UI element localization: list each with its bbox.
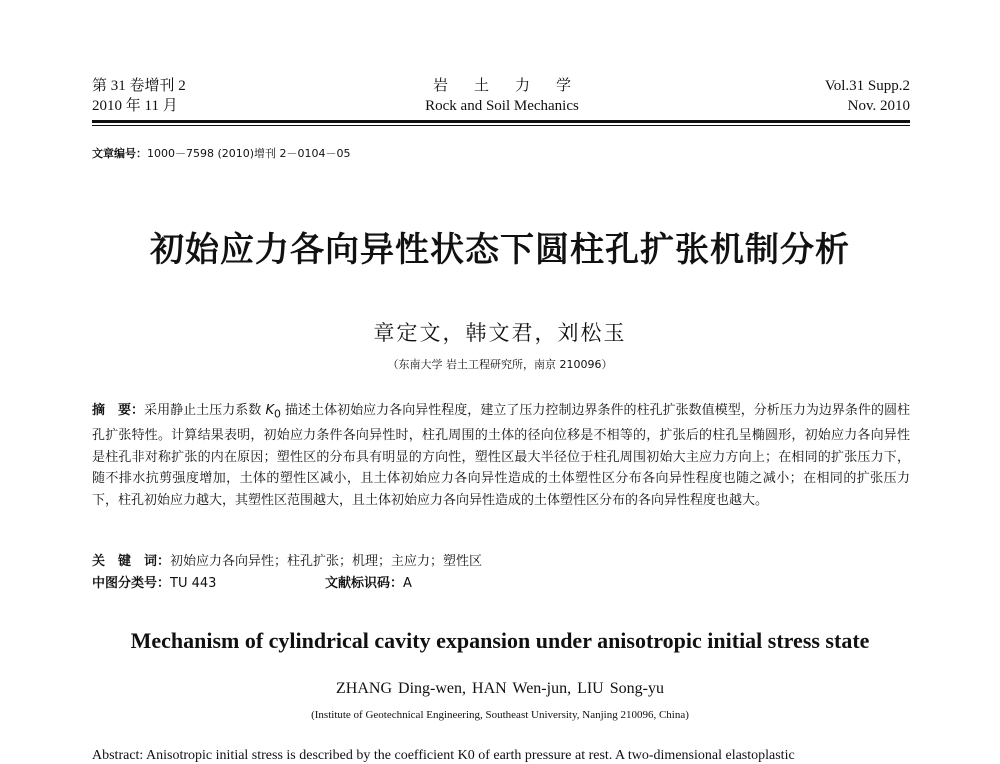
header-issue-info bbox=[92, 76, 186, 116]
keywords-label: 关 键 词： bbox=[92, 554, 171, 569]
abstract-en-cut: Abstract: Anisotropic initial stress is described by the coefficient K0 of earth pressure at rest. A two-dimensional elastoplastic bbox=[92, 748, 795, 763]
article-number bbox=[92, 145, 351, 161]
keywords-value: 初始应力各向异性；柱孔扩张；机理；主应力；塑性区 bbox=[170, 554, 483, 569]
abstract-cn bbox=[92, 400, 910, 512]
document-code-value: A bbox=[403, 576, 412, 591]
authors-en: ZHANG Ding-wen, HAN Wen-jun, LIU Song-yu bbox=[336, 680, 664, 697]
header-volume-en bbox=[825, 76, 910, 116]
classification-line bbox=[92, 572, 412, 591]
paper-title-cn: 初始应力各向异性状态下圆柱孔扩张机制分析 bbox=[150, 230, 850, 270]
document-code-label: 文献标识码： bbox=[325, 576, 404, 591]
classification-label: 中图分类号： bbox=[92, 576, 171, 591]
affiliation-cn: （东南大学 岩土工程研究所，南京 210096） bbox=[387, 358, 613, 371]
header-volume: 第 31 卷增刊 2 bbox=[92, 78, 186, 94]
keywords-cn bbox=[92, 550, 482, 569]
authors-cn: 章定文，韩文君，刘松玉 bbox=[373, 321, 627, 345]
header-date: 2010 年 11 月 bbox=[92, 98, 178, 114]
header-rule-thick bbox=[92, 120, 910, 123]
affiliation-en: (Institute of Geotechnical Engineering, Southeast University, Nanjing 210096, China) bbox=[311, 709, 689, 721]
header-rule-thin bbox=[92, 125, 910, 126]
article-number-value: 1000－7598 (2010)增刊 2－0104－05 bbox=[147, 147, 351, 160]
journal-header bbox=[92, 70, 910, 120]
abstract-cn-label: 摘 要： bbox=[92, 403, 145, 418]
header-journal-name bbox=[422, 76, 597, 116]
document-code bbox=[325, 572, 412, 591]
journal-name-en: Rock and Soil Mechanics bbox=[425, 98, 579, 114]
header-vol-supp: Vol.31 Supp.2 bbox=[824, 78, 910, 94]
k0-symbol: K bbox=[265, 403, 274, 418]
article-number-label: 文章编号： bbox=[92, 147, 147, 160]
classification-value: TU 443 bbox=[170, 576, 217, 591]
abstract-cn-text-2: 描述土体初始应力各向异性程度，建立了压力控制边界条件的柱孔扩张数值模型，分析压力为边界条件的圆柱孔扩张特性。计算结果表明，初始应力条件各向异性时，柱孔周围的土体的径向位移是不相等的，扩张后的柱孔呈椭圆形，初始应力各向异性是柱孔非对称扩张的内在原因；塑性区的分布具有明显的方向性，塑性区最大半径位于柱孔周围初始大主应力方向上；在相同的扩张压力下，随不排水抗剪强度增加，土体的塑性区减小，且土体初始应力各向异性造成的土体塑性区分布各向异性程度也随之减小；在相同的扩张压力下，柱孔初始应力越大，其塑性区范围越大，且土体初始应力各向异性造成的土体塑性区分布的各向异性程度也越大。 bbox=[92, 403, 910, 508]
abstract-cn-text-1: 采用静止土压力系数 bbox=[144, 403, 266, 418]
paper-title-en: Mechanism of cylindrical cavity expansion under anisotropic initial stress state bbox=[130, 628, 870, 653]
k0-subscript: 0 bbox=[273, 407, 281, 421]
journal-name-cn: 岩土力学 bbox=[432, 78, 597, 94]
header-date-en: Nov. 2010 bbox=[847, 98, 910, 114]
